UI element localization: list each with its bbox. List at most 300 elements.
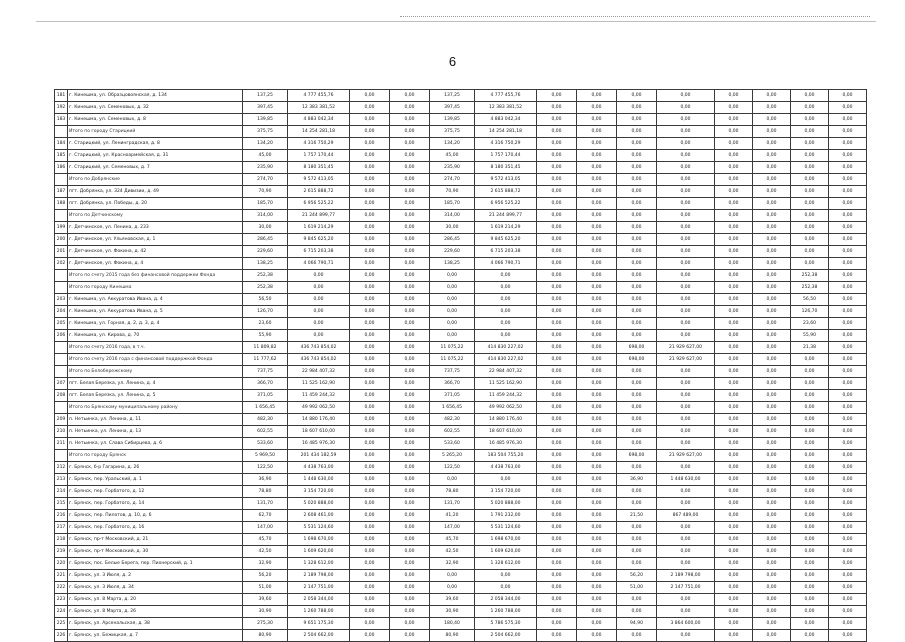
value-cell: 42,50	[430, 546, 475, 558]
value-cell: 0,00	[657, 246, 715, 258]
value-cell: 0,00	[715, 558, 753, 570]
value-cell: 21 929 627,00	[657, 354, 715, 366]
value-cell: 0,00	[390, 222, 430, 234]
value-cell: 94,90	[617, 618, 657, 630]
value-cell: 0,00	[430, 294, 475, 306]
value-cell: 0,00	[657, 378, 715, 390]
value-cell: 0,00	[350, 426, 390, 438]
value-cell: 0,00	[350, 246, 390, 258]
value-cell: 0,00	[791, 606, 829, 618]
value-cell: 0,00	[715, 114, 753, 126]
value-cell: 0,00	[829, 198, 867, 210]
value-cell: 0,00	[390, 114, 430, 126]
value-cell: 0,00	[715, 438, 753, 450]
value-cell: 0,00	[350, 378, 390, 390]
value-cell: 0,00	[577, 378, 617, 390]
value-cell: 698,00	[617, 450, 657, 462]
value-cell: 0,00	[617, 438, 657, 450]
table-row	[55, 426, 867, 438]
value-cell: 0,00	[791, 186, 829, 198]
value-cell: 0,00	[829, 330, 867, 342]
value-cell: 0,00	[791, 438, 829, 450]
value-cell: 41,20	[430, 510, 475, 522]
value-cell: 0,00	[350, 150, 390, 162]
value-cell: 0,00	[288, 306, 350, 318]
value-cell: 414 830 227,02	[475, 342, 537, 354]
value-cell: 0,00	[537, 114, 577, 126]
value-cell: 0,00	[753, 354, 791, 366]
value-cell: 0,00	[617, 498, 657, 510]
value-cell: 0,00	[350, 294, 390, 306]
value-cell: 0,00	[829, 210, 867, 222]
value-cell: 0,00	[390, 390, 430, 402]
value-cell: 6 956 525,22	[475, 198, 537, 210]
value-cell: 0,00	[753, 390, 791, 402]
value-cell: 0,00	[791, 558, 829, 570]
value-cell: 134,20	[430, 138, 475, 150]
address-cell: г. Брянск, пер. Уральский, д. 1	[68, 474, 243, 486]
table-row	[55, 534, 867, 546]
value-cell: 0,00	[753, 306, 791, 318]
value-cell: 51,00	[243, 582, 288, 594]
value-cell: 0,00	[657, 222, 715, 234]
value-cell: 0,00	[577, 402, 617, 414]
value-cell: 0,00	[753, 474, 791, 486]
value-cell: 0,00	[430, 330, 475, 342]
value-cell: 0,00	[791, 126, 829, 138]
value-cell: 0,00	[537, 558, 577, 570]
value-cell: 0,00	[715, 354, 753, 366]
value-cell: 0,00	[390, 606, 430, 618]
value-cell: 0,00	[390, 630, 430, 642]
value-cell: 737,75	[243, 366, 288, 378]
value-cell: 0,00	[715, 198, 753, 210]
value-cell: 0,00	[577, 354, 617, 366]
value-cell: 0,00	[715, 330, 753, 342]
value-cell: 0,00	[390, 234, 430, 246]
table-row	[55, 498, 867, 510]
value-cell: 23,60	[791, 318, 829, 330]
table-row	[55, 294, 867, 306]
value-cell: 131,70	[430, 498, 475, 510]
value-cell: 45,70	[430, 534, 475, 546]
value-cell: 0,00	[791, 594, 829, 606]
value-cell: 0,00	[753, 582, 791, 594]
value-cell: 0,00	[577, 438, 617, 450]
value-cell: 0,00	[390, 486, 430, 498]
value-cell: 0,00	[537, 426, 577, 438]
value-cell: 229,60	[430, 246, 475, 258]
value-cell: 0,00	[829, 498, 867, 510]
row-number: 208	[55, 390, 68, 402]
value-cell: 0,00	[657, 234, 715, 246]
value-cell: 51,00	[617, 582, 657, 594]
address-cell: г. Брянск, пер. Горбатого, д. 12	[68, 486, 243, 498]
value-cell: 0,00	[715, 186, 753, 198]
value-cell: 0,00	[657, 90, 715, 102]
value-cell: 0,00	[715, 546, 753, 558]
table-row	[55, 378, 867, 390]
value-cell: 0,00	[350, 330, 390, 342]
table-row	[55, 390, 867, 402]
value-cell: 0,00	[617, 414, 657, 426]
value-cell: 0,00	[715, 234, 753, 246]
value-cell: 0,00	[537, 618, 577, 630]
value-cell: 0,00	[715, 534, 753, 546]
value-cell: 0,00	[577, 246, 617, 258]
value-cell: 0,00	[791, 414, 829, 426]
value-cell: 366,70	[430, 378, 475, 390]
value-cell: 252,38	[791, 270, 829, 282]
value-cell: 0,00	[475, 294, 537, 306]
value-cell: 55,90	[791, 330, 829, 342]
row-number: 201	[55, 246, 68, 258]
table-row	[55, 306, 867, 318]
value-cell: 30,00	[243, 222, 288, 234]
value-cell: 1 698 670,00	[288, 534, 350, 546]
value-cell: 0,00	[715, 90, 753, 102]
value-cell: 0,00	[715, 306, 753, 318]
value-cell: 0,00	[657, 294, 715, 306]
value-cell: 0,00	[350, 318, 390, 330]
row-number: 217	[55, 522, 68, 534]
value-cell: 0,00	[577, 462, 617, 474]
value-cell: 0,00	[829, 246, 867, 258]
row-number: 204	[55, 306, 68, 318]
value-cell: 0,00	[657, 306, 715, 318]
subtotal-row	[55, 366, 867, 378]
value-cell: 0,00	[537, 174, 577, 186]
value-cell: 0,00	[537, 522, 577, 534]
value-cell: 0,00	[657, 162, 715, 174]
value-cell: 0,00	[617, 306, 657, 318]
value-cell: 0,00	[390, 594, 430, 606]
value-cell: 0,00	[537, 198, 577, 210]
value-cell: 2 504 662,00	[288, 630, 350, 642]
value-cell: 0,00	[829, 270, 867, 282]
value-cell: 0,00	[577, 114, 617, 126]
value-cell: 0,00	[537, 234, 577, 246]
value-cell: 0,00	[537, 270, 577, 282]
value-cell: 0,00	[715, 258, 753, 270]
value-cell: 122,50	[430, 462, 475, 474]
value-cell: 0,00	[829, 546, 867, 558]
value-cell: 56,20	[617, 570, 657, 582]
row-number	[55, 366, 68, 378]
value-cell: 0,00	[791, 234, 829, 246]
value-cell: 11 809,82	[243, 342, 288, 354]
value-cell: 0,00	[829, 582, 867, 594]
value-cell: 0,00	[617, 174, 657, 186]
value-cell: 0,00	[715, 606, 753, 618]
value-cell: 0,00	[577, 210, 617, 222]
value-cell: 0,00	[791, 426, 829, 438]
subtotal-row	[55, 174, 867, 186]
value-cell: 0,00	[657, 174, 715, 186]
value-cell: 0,00	[829, 426, 867, 438]
value-cell: 49 992 062,50	[475, 402, 537, 414]
value-cell: 0,00	[715, 510, 753, 522]
value-cell: 0,00	[753, 90, 791, 102]
value-cell: 0,00	[657, 594, 715, 606]
value-cell: 0,00	[753, 366, 791, 378]
value-cell: 0,00	[390, 246, 430, 258]
value-cell: 14 254 281,18	[475, 126, 537, 138]
table-row	[55, 546, 867, 558]
address-cell: г. Брянск, ул. 8 Марта, д. 26	[68, 606, 243, 618]
value-cell: 16 485 976,30	[288, 438, 350, 450]
value-cell: 2 147 751,00	[288, 582, 350, 594]
value-cell: 9 572 413,05	[288, 174, 350, 186]
value-cell: 482,30	[430, 414, 475, 426]
value-cell: 16 485 976,30	[475, 438, 537, 450]
value-cell: 0,00	[577, 258, 617, 270]
row-number	[55, 354, 68, 366]
value-cell: 0,00	[715, 222, 753, 234]
value-cell: 56,50	[791, 294, 829, 306]
value-cell: 0,00	[430, 474, 475, 486]
value-cell: 0,00	[390, 162, 430, 174]
value-cell: 0,00	[829, 282, 867, 294]
value-cell: 0,00	[715, 246, 753, 258]
value-cell: 0,00	[791, 246, 829, 258]
value-cell: 0,00	[617, 534, 657, 546]
value-cell: 0,00	[657, 534, 715, 546]
value-cell: 0,00	[390, 426, 430, 438]
value-cell: 252,38	[791, 282, 829, 294]
value-cell: 11 075,22	[430, 342, 475, 354]
value-cell: 0,00	[288, 270, 350, 282]
value-cell: 0,00	[390, 354, 430, 366]
value-cell: 0,00	[577, 606, 617, 618]
value-cell: 11 525 162,90	[475, 378, 537, 390]
table-row	[55, 462, 867, 474]
value-cell: 0,00	[537, 258, 577, 270]
value-cell: 5 265,20	[430, 450, 475, 462]
value-cell: 0,00	[617, 402, 657, 414]
value-cell: 21 929 627,00	[657, 342, 715, 354]
value-cell: 0,00	[577, 318, 617, 330]
value-cell: 131,70	[243, 498, 288, 510]
value-cell: 18 607 610,00	[475, 426, 537, 438]
value-cell: 0,00	[617, 426, 657, 438]
value-cell: 45,00	[430, 150, 475, 162]
value-cell: 397,45	[430, 102, 475, 114]
address-cell: г. Брянск, б-р Гагарина, д. 26	[68, 462, 243, 474]
value-cell: 235,90	[243, 162, 288, 174]
value-cell: 1 260 788,00	[475, 606, 537, 618]
value-cell: 0,00	[390, 378, 430, 390]
capital-repair-register-table	[54, 89, 867, 642]
value-cell: 0,00	[390, 462, 430, 474]
value-cell: 0,00	[715, 102, 753, 114]
value-cell: 0,00	[537, 102, 577, 114]
value-cell: 0,00	[753, 282, 791, 294]
value-cell: 2 189 798,00	[657, 570, 715, 582]
value-cell: 0,00	[657, 330, 715, 342]
address-cell: г. Кинешма, ул. Кирова, д. 70	[68, 330, 243, 342]
address-cell: Итого по счету 2016 года с финансовой поддержкой Фонда	[68, 354, 243, 366]
value-cell: 0,00	[715, 474, 753, 486]
row-number: 225	[55, 618, 68, 630]
value-cell: 1 757 170,44	[475, 150, 537, 162]
table-row	[55, 114, 867, 126]
value-cell: 0,00	[829, 162, 867, 174]
value-cell: 0,00	[829, 630, 867, 642]
value-cell: 0,00	[390, 342, 430, 354]
value-cell: 185,70	[243, 198, 288, 210]
value-cell: 698,00	[617, 342, 657, 354]
value-cell: 0,00	[753, 426, 791, 438]
value-cell: 0,00	[617, 138, 657, 150]
value-cell: 4 066 790,71	[475, 258, 537, 270]
row-number: 216	[55, 510, 68, 522]
value-cell: 0,00	[577, 486, 617, 498]
value-cell: 122,50	[243, 462, 288, 474]
value-cell: 36,90	[243, 474, 288, 486]
value-cell: 14 880 176,40	[475, 414, 537, 426]
row-number: 206	[55, 330, 68, 342]
value-cell: 0,00	[791, 510, 829, 522]
value-cell: 0,00	[390, 198, 430, 210]
value-cell: 0,00	[475, 306, 537, 318]
value-cell: 2 189 798,00	[288, 570, 350, 582]
row-number: 211	[55, 438, 68, 450]
value-cell: 0,00	[577, 522, 617, 534]
value-cell: 0,00	[430, 270, 475, 282]
value-cell: 0,00	[829, 522, 867, 534]
value-cell: 0,00	[791, 366, 829, 378]
value-cell: 0,00	[350, 90, 390, 102]
value-cell: 22 984 407,32	[475, 366, 537, 378]
value-cell: 3 154 720,00	[475, 486, 537, 498]
value-cell: 0,00	[791, 474, 829, 486]
value-cell: 0,00	[829, 90, 867, 102]
value-cell: 0,00	[350, 546, 390, 558]
value-cell: 286,45	[243, 234, 288, 246]
row-number: 185	[55, 150, 68, 162]
value-cell: 0,00	[715, 270, 753, 282]
value-cell: 0,00	[657, 486, 715, 498]
address-cell: г. Кинешма, ул. Образцовоянская, д. 134	[68, 90, 243, 102]
value-cell: 0,00	[537, 90, 577, 102]
address-cell: п. Нетьинка, ул. Ленина, д. 13	[68, 426, 243, 438]
row-number: 223	[55, 594, 68, 606]
value-cell: 4 777 455,76	[475, 90, 537, 102]
value-cell: 0,00	[657, 198, 715, 210]
value-cell: 0,00	[577, 90, 617, 102]
value-cell: 274,70	[243, 174, 288, 186]
address-cell: г. Кинешма, ул. Семеновых, д. 32	[68, 102, 243, 114]
value-cell: 436 743 854,02	[288, 354, 350, 366]
value-cell: 0,00	[475, 270, 537, 282]
value-cell: 0,00	[617, 546, 657, 558]
value-cell: 12 383 381,52	[288, 102, 350, 114]
value-cell: 32,90	[430, 558, 475, 570]
value-cell: 0,00	[577, 594, 617, 606]
value-cell: 0,00	[829, 222, 867, 234]
table-row	[55, 186, 867, 198]
table-row	[55, 594, 867, 606]
value-cell: 0,00	[617, 186, 657, 198]
value-cell: 0,00	[350, 174, 390, 186]
table-row	[55, 570, 867, 582]
value-cell: 0,00	[617, 270, 657, 282]
value-cell: 0,00	[390, 402, 430, 414]
value-cell: 0,00	[753, 402, 791, 414]
value-cell: 0,00	[791, 498, 829, 510]
value-cell: 4 316 750,29	[475, 138, 537, 150]
value-cell: 0,00	[617, 522, 657, 534]
row-number: 200	[55, 234, 68, 246]
value-cell: 0,00	[715, 498, 753, 510]
value-cell: 0,00	[537, 390, 577, 402]
value-cell: 867 489,00	[657, 510, 715, 522]
value-cell: 0,00	[390, 450, 430, 462]
value-cell: 0,00	[577, 618, 617, 630]
value-cell: 0,00	[537, 342, 577, 354]
address-cell: пгт. Белая Березка, ул. Ленина, д. 4	[68, 378, 243, 390]
value-cell: 0,00	[350, 630, 390, 642]
value-cell: 0,00	[537, 306, 577, 318]
value-cell: 0,00	[791, 354, 829, 366]
value-cell: 1 448 630,00	[288, 474, 350, 486]
value-cell: 0,00	[537, 510, 577, 522]
value-cell: 0,00	[657, 522, 715, 534]
row-number	[55, 282, 68, 294]
value-cell: 0,00	[577, 282, 617, 294]
value-cell: 275,30	[243, 618, 288, 630]
table-row	[55, 246, 867, 258]
value-cell: 0,00	[577, 222, 617, 234]
value-cell: 0,00	[390, 366, 430, 378]
value-cell: 0,00	[577, 126, 617, 138]
address-cell: Итого по Добрянские	[68, 174, 243, 186]
value-cell: 0,00	[829, 594, 867, 606]
address-cell: Итого по городу Брянск	[68, 450, 243, 462]
value-cell: 6 715 203,38	[475, 246, 537, 258]
value-cell: 0,00	[791, 450, 829, 462]
row-number: 209	[55, 414, 68, 426]
value-cell: 0,00	[537, 150, 577, 162]
value-cell: 0,00	[288, 294, 350, 306]
address-cell: Итого по городу Кинешма	[68, 282, 243, 294]
value-cell: 0,00	[715, 342, 753, 354]
value-cell: 0,00	[350, 462, 390, 474]
value-cell: 0,00	[577, 342, 617, 354]
row-number: 184	[55, 138, 68, 150]
value-cell: 0,00	[577, 450, 617, 462]
table-row	[55, 318, 867, 330]
value-cell: 0,00	[430, 570, 475, 582]
value-cell: 0,00	[829, 390, 867, 402]
value-cell: 0,00	[753, 486, 791, 498]
address-cell: г. Брянск, ул. Бежицкая, д. 7	[68, 630, 243, 642]
value-cell: 0,00	[829, 102, 867, 114]
row-number	[55, 270, 68, 282]
value-cell: 11 075,22	[430, 354, 475, 366]
value-cell: 0,00	[657, 558, 715, 570]
value-cell: 0,00	[390, 522, 430, 534]
value-cell: 0,00	[829, 438, 867, 450]
value-cell: 6 715 203,38	[288, 246, 350, 258]
value-cell: 0,00	[390, 510, 430, 522]
value-cell: 602,55	[430, 426, 475, 438]
value-cell: 0,00	[350, 438, 390, 450]
row-number: 220	[55, 558, 68, 570]
value-cell: 0,00	[829, 474, 867, 486]
value-cell: 2 058 344,00	[288, 594, 350, 606]
